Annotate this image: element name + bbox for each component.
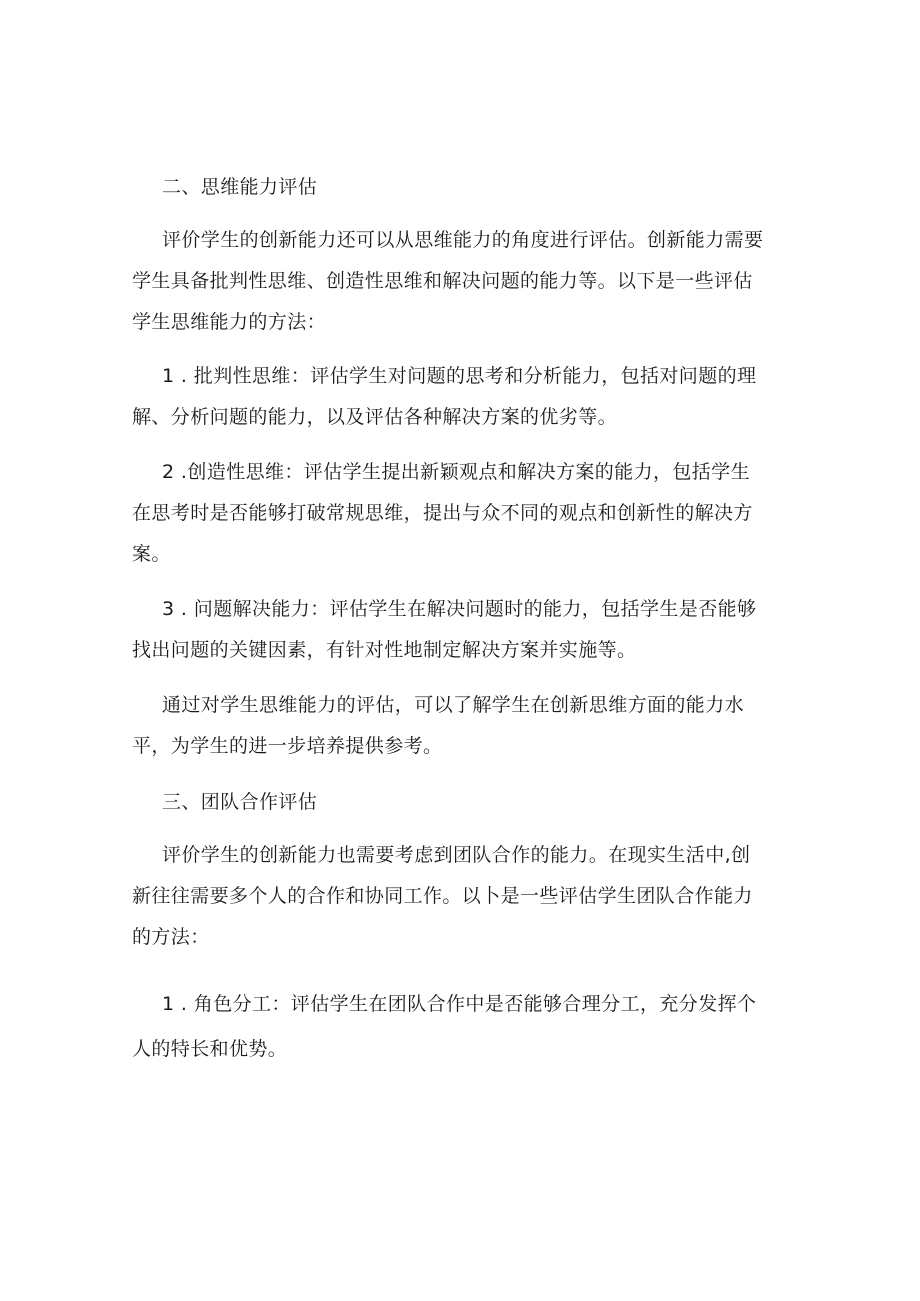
text-line: 3 . 问题解决能力：评估学生在解决问题时的能力，包括学生是否能够 — [162, 598, 757, 620]
text-line: 新往往需要多个人的合作和协同工作。以卜是一些评估学生团队合作能力 — [132, 885, 753, 907]
section-2-summary-paragraph — [132, 685, 782, 767]
heading-text: 三、团队合作评估 — [162, 791, 318, 813]
text-line: 在思考时是否能够打破常规思维，提出与众不同的观点和创新性的解决方 — [132, 502, 753, 524]
text-line: 1 . 角色分工：评估学生在团队合作中是否能够合理分工，充分发挥个 — [162, 993, 757, 1015]
heading-text: 二、思维能力评估 — [162, 176, 318, 198]
section-3-heading — [162, 782, 812, 823]
section-2-item-3 — [132, 589, 782, 671]
text-line: 人的特长和优势。 — [132, 1038, 288, 1060]
section-2-item-2 — [132, 452, 782, 575]
text-line: 平，为学生的进一步培养提供参考。 — [132, 735, 443, 757]
section-2-heading — [162, 167, 812, 208]
text-line: 解、分析问题的能力，以及评估各种解决方案的优劣等。 — [132, 406, 618, 428]
text-line: 评价学生的创新能力还可以从思维能力的角度进行评估。创新能力需要 — [162, 229, 764, 251]
section-2-intro-paragraph — [132, 220, 782, 343]
text-line: 评价学生的创新能力也需要考虑到团队合作的能力。在现实生活中,创 — [162, 844, 751, 866]
section-3-intro-paragraph — [132, 835, 782, 958]
text-line: 找出问题的关键因素，有针对性地制定解决方案并实施等。 — [132, 639, 637, 661]
section-3-item-1 — [132, 982, 782, 1072]
section-2-item-1 — [132, 356, 782, 438]
text-line: 通过对学生思维能力的评估，可以了解学生在创新思维方面的能力水 — [162, 694, 745, 716]
text-line: 2 .创造性思维：评估学生提出新颖观点和解决方案的能力，包括学生 — [162, 461, 750, 483]
text-line: 1 . 批判性思维：评估学生对问题的思考和分析能力，包括对问题的理 — [162, 365, 757, 387]
text-line: 案。 — [132, 543, 171, 565]
text-line: 学生具备批判性思维、创造性思维和解决问题的能力等。以下是一些评估 — [132, 270, 753, 292]
text-line: 的方法： — [132, 926, 210, 948]
text-line: 学生思维能力的方法： — [132, 311, 327, 333]
